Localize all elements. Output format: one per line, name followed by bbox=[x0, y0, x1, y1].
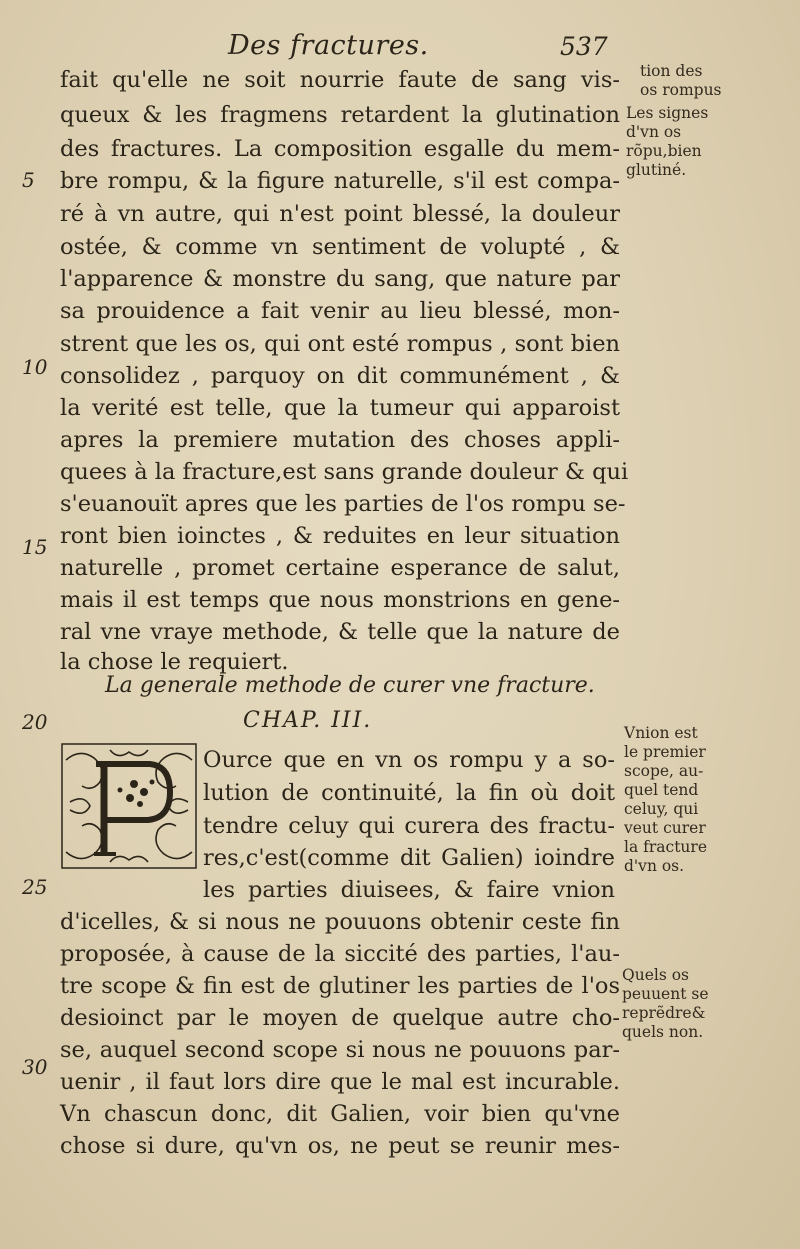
line-number: 30 bbox=[22, 1055, 48, 1079]
chapter-line: desioinct par le moyen de quelque autre cho- bbox=[60, 1005, 620, 1031]
chapter-line: se, auquel second scope si nous ne pouuons par- bbox=[60, 1037, 620, 1063]
chapter-line: d'icelles, & si nous ne pouuons obtenir ceste fin bbox=[60, 909, 620, 935]
body-line: l'apparence & monstre du sang, que nature par bbox=[60, 266, 620, 292]
line-number: 15 bbox=[22, 535, 48, 559]
line-number: 25 bbox=[22, 875, 48, 899]
body-line: queux & les fragmens retardent la glutination bbox=[60, 102, 620, 128]
chapter-line: lution de continuité, la fin où doit bbox=[203, 780, 615, 806]
body-line: la verité est telle, que la tumeur qui apparoist bbox=[60, 395, 620, 421]
body-line: strent que les os, qui ont esté rompus , sont bien bbox=[60, 331, 620, 357]
body-line: ral vne vraye methode, & telle que la nature de bbox=[60, 619, 620, 645]
margin-note: Quels os peuuent se reprẽdre& quels non. bbox=[622, 966, 709, 1041]
margin-note: Vnion est le premier scope, au- quel tend celuy, qui veut curer la fracture d'vn os. bbox=[624, 724, 707, 875]
section-heading: La generale methode de curer vne fracture. bbox=[105, 673, 595, 698]
line-number: 10 bbox=[22, 355, 48, 379]
chapter-line: chose si dure, qu'vn os, ne peut se reunir mes- bbox=[60, 1133, 620, 1159]
body-line: ostée, & comme vn sentiment de volupté , & bbox=[60, 234, 620, 260]
margin-note: Les signes d'vn os rõpu,bien glutiné. bbox=[626, 104, 709, 179]
chapter-line: Vn chascun donc, dit Galien, voir bien qu'vne bbox=[60, 1101, 620, 1127]
body-line: mais il est temps que nous monstrions en gene- bbox=[60, 587, 620, 613]
line-number: 5 bbox=[22, 168, 35, 192]
running-title: Des fractures. bbox=[228, 30, 429, 61]
chapter-line: uenir , il faut lors dire que le mal est incurable. bbox=[60, 1069, 620, 1095]
body-line: quees à la fracture,est sans grande douleur & qui bbox=[60, 459, 629, 485]
chapter-line: tre scope & fin est de glutiner les parties de l'os bbox=[60, 973, 620, 999]
chapter-line: Ource que en vn os rompu y a so- bbox=[203, 747, 615, 773]
chapter-label: CHAP. III. bbox=[243, 708, 373, 733]
body-line: naturelle , promet certaine esperance de salut, bbox=[60, 555, 620, 581]
chapter-line: tendre celuy qui curera des fractu- bbox=[203, 813, 615, 839]
body-line: ré à vn autre, qui n'est point blessé, la douleur bbox=[60, 201, 620, 227]
line-number: 20 bbox=[22, 710, 48, 734]
body-line: ront bien ioinctes , & reduites en leur situation bbox=[60, 523, 620, 549]
body-line: fait qu'elle ne soit nourrie faute de sang vis- bbox=[60, 67, 620, 93]
body-line: la chose le requiert. bbox=[60, 649, 289, 675]
chapter-line: les parties diuisees, & faire vnion bbox=[203, 877, 615, 903]
body-line: apres la premiere mutation des choses appli- bbox=[60, 427, 620, 453]
chapter-line: res,c'est(comme dit Galien) ioindre bbox=[203, 845, 615, 871]
page-number: 537 bbox=[560, 32, 608, 61]
margin-note: tion des os rompus bbox=[640, 62, 722, 99]
body-line: s'euanouït apres que les parties de l'os rompu se- bbox=[60, 491, 626, 517]
body-line: des fractures. La composition esgalle du mem- bbox=[60, 136, 620, 162]
body-line: consolidez , parquoy on dit communément , & bbox=[60, 363, 620, 389]
body-line: bre rompu, & la figure naturelle, s'il est compa- bbox=[60, 168, 620, 194]
decorated-initial bbox=[60, 742, 198, 870]
chapter-line: proposée, à cause de la siccité des parties, l'au- bbox=[60, 941, 620, 967]
body-line: sa prouidence a fait venir au lieu blessé, mon- bbox=[60, 298, 620, 324]
